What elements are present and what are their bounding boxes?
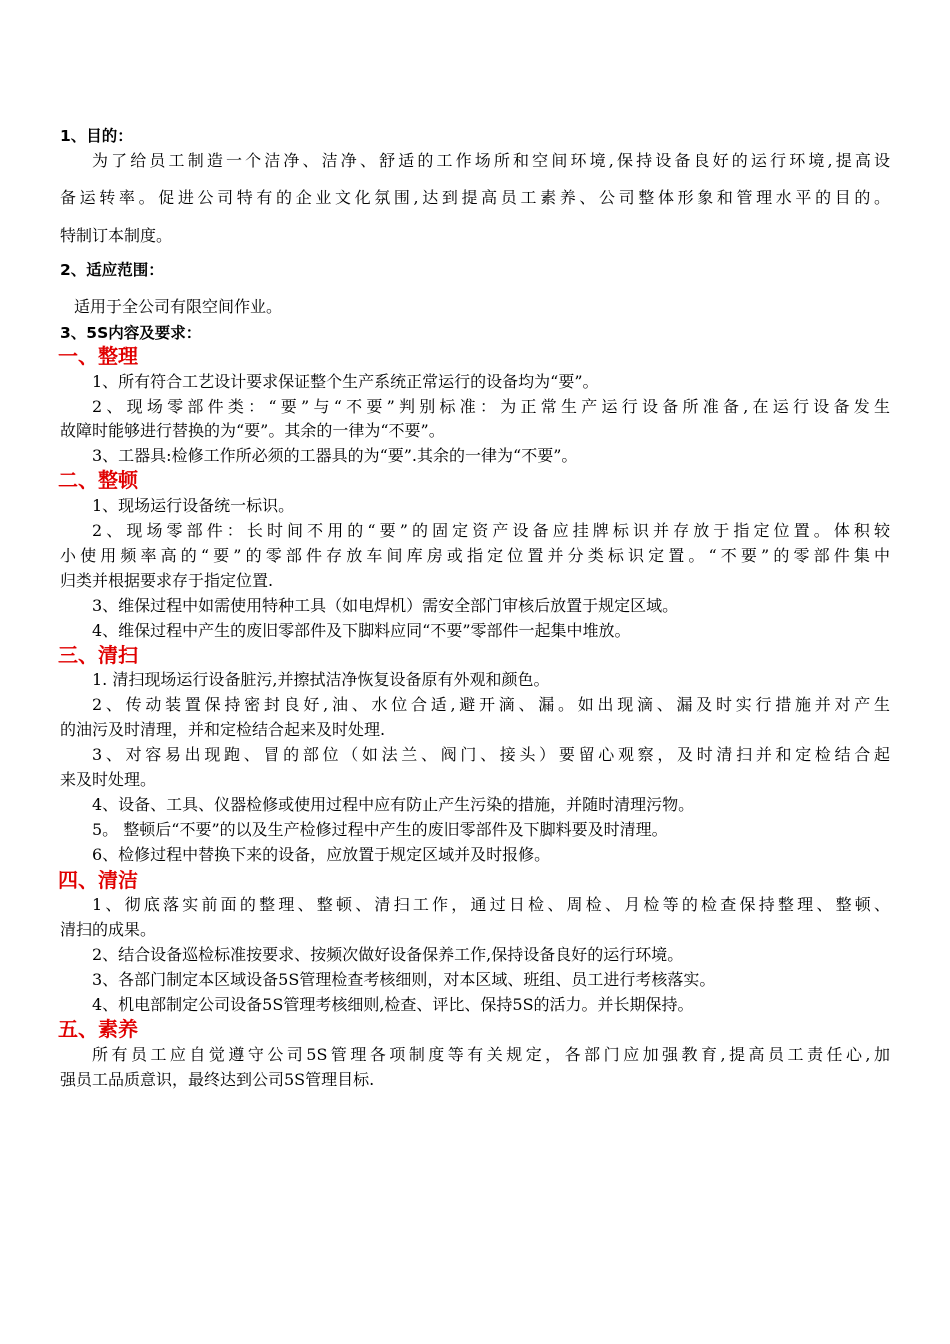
seiso-item-5: 5。 整顿后“不要”的以及生产检修过程中产生的废旧零部件及下脚料要及时清理。 [92,820,668,839]
seiton-item-2-line-3: 归类并根据要求存于指定位置. [60,571,274,590]
section-2-heading: 2、适应范围： [60,261,164,279]
seiton-item-4: 4、维保过程中产生的废旧零部件及下脚料应同“不要”零部件一起集中堆放。 [92,621,631,640]
seiton-item-2-line-2: 小使用频率高的“要”的零部件存放车间库房或指定位置并分类标识定置。“不要”的零部件集中 [60,546,890,565]
seiso-item-2-line-2: 的油污及时清理，并和定检结合起来及时处理. [60,720,386,739]
heading-seiketsu: 四、清洁 [58,868,138,892]
heading-seiso: 三、清扫 [58,643,138,667]
scope-paragraph: 适用于全公司有限空间作业。 [74,297,283,316]
section-3-heading: 3、5S内容及要求： [60,324,202,342]
seiri-item-1: 1、所有符合工艺设计要求保证整个生产系统正常运行的设备均为“要”。 [92,372,599,391]
seiketsu-item-1-line-2: 清扫的成果。 [60,920,157,939]
seiso-item-2-line-1: 2、传动装置保持密封良好,油、水位合适,避开滴、漏。如出现滴、漏及时实行措施并对产生 [92,695,890,714]
seiketsu-item-3: 3、各部门制定本区域设备5S管理检查考核细则，对本区域、班组、员工进行考核落实。 [92,970,716,989]
heading-seiri: 一、整理 [58,344,138,368]
seiso-item-3-line-2: 来及时处理。 [60,770,157,789]
purpose-paragraph-line-1: 为了给员工制造一个洁净、洁净、舒适的工作场所和空间环境,保持设备良好的运行环境,提高设 [92,151,890,170]
seiketsu-item-4: 4、机电部制定公司设备5S管理考核细则,检查、评比、保持5S的活力。并长期保持。 [92,995,694,1014]
seiri-item-2-line-1: 2、现场零部件类：“要”与“不要”判别标准：为正常生产运行设备所准备,在运行设备发生 [92,397,890,416]
shitsuke-paragraph-line-2: 强员工品质意识，最终达到公司5S管理目标. [60,1070,375,1089]
seiso-item-1: 1. 清扫现场运行设备脏污,并擦拭洁净恢复设备原有外观和颜色。 [92,670,550,689]
seiso-item-4: 4、设备、工具、仪器检修或使用过程中应有防止产生污染的措施，并随时清理污物。 [92,795,695,814]
seiton-item-2-line-1: 2、现场零部件：长时间不用的“要”的固定资产设备应挂牌标识并存放于指定位置。体积较 [92,521,890,540]
seiso-item-3-line-1: 3、对容易出现跑、冒的部位（如法兰、阀门、接头）要留心观察，及时清扫并和定检结合起 [92,745,890,764]
section-1-heading: 1、目的： [60,127,133,145]
purpose-paragraph-line-2: 备运转率。促进公司特有的企业文化氛围,达到提高员工素养、公司整体形象和管理水平的目的。 [60,188,890,207]
seiketsu-item-2: 2、结合设备巡检标准按要求、按频次做好设备保养工作,保持设备良好的运行环境。 [92,945,684,964]
seiri-item-3: 3、工器具:检修工作所必须的工器具的为“要”.其余的一律为“不要”。 [92,446,578,465]
heading-seiton: 二、整顿 [58,468,138,492]
seiri-item-2-line-2: 故障时能够进行替换的为“要”。其余的一律为“不要”。 [60,421,445,440]
seiketsu-item-1-line-1: 1、彻底落实前面的整理、整顿、清扫工作，通过日检、周检、月检等的检查保持整理、整顿、 [92,895,890,914]
purpose-paragraph-line-3: 特制订本制度。 [60,226,173,245]
heading-shitsuke: 五、素养 [58,1017,138,1041]
shitsuke-paragraph-line-1: 所有员工应自觉遵守公司5S管理各项制度等有关规定，各部门应加强教育,提高员工责任心,加 [92,1045,890,1064]
seiso-item-6: 6、检修过程中替换下来的设备，应放置于规定区域并及时报修。 [92,845,551,864]
seiton-item-1: 1、现场运行设备统一标识。 [92,496,295,515]
seiton-item-3: 3、维保过程中如需使用特种工具（如电焊机）需安全部门审核后放置于规定区域。 [92,596,679,615]
